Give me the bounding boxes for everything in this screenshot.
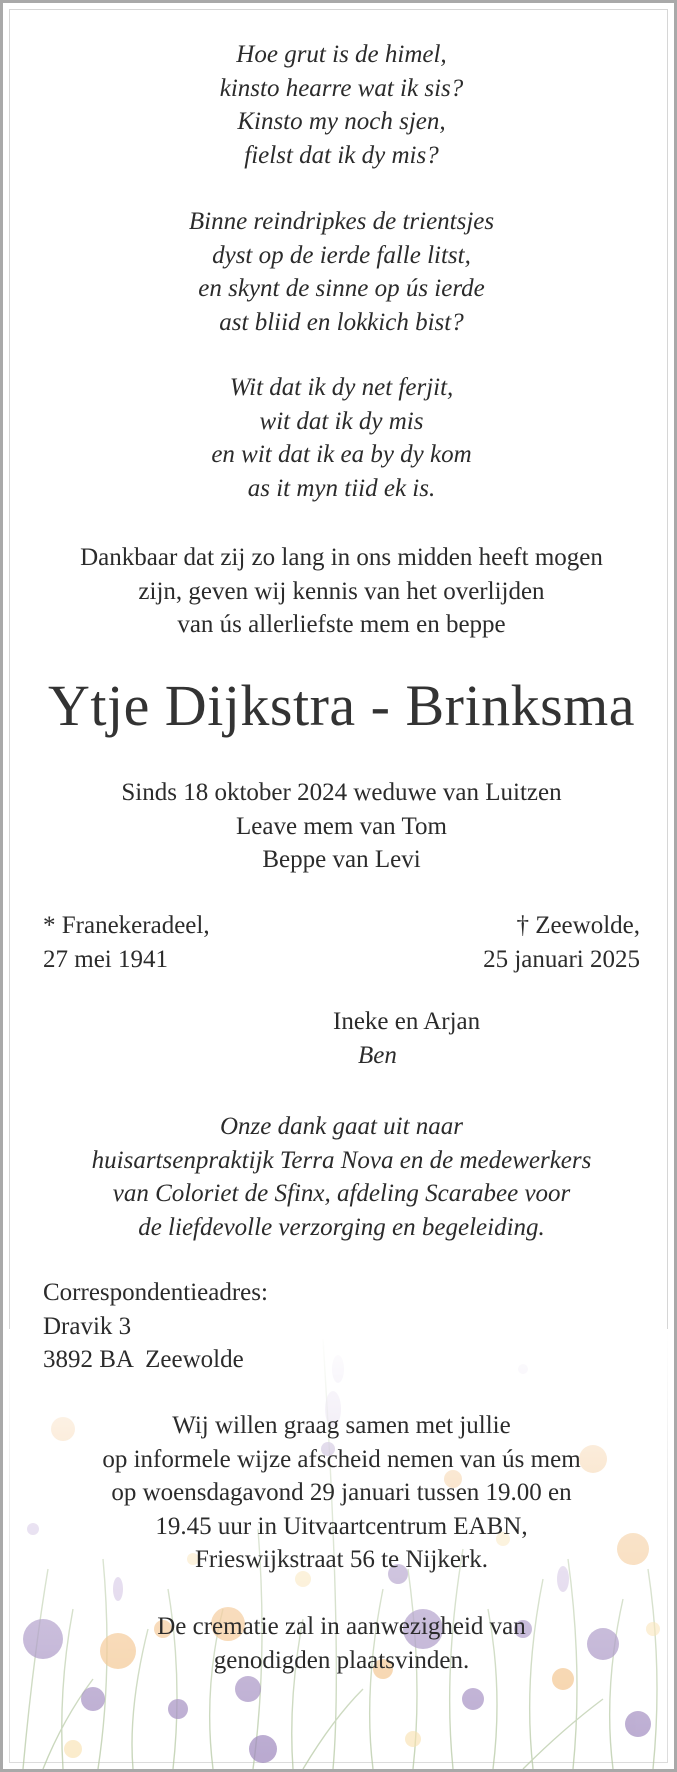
announcement-intro [33, 541, 650, 642]
poem-line: Wit dat ik dy net ferjit, [229, 374, 454, 401]
poem-line: wit dat ik dy mis [259, 407, 424, 435]
birth-place: * Franekeradeel, [43, 912, 210, 939]
birth-info [43, 909, 210, 976]
farewell-line: op informele wijze afscheid nemen van ús mem [102, 1445, 581, 1473]
thanks-line: huisartsenpraktijk Terra Nova en de medewerkers [91, 1146, 592, 1174]
poem-line: fielst dat ik dy mis? [244, 141, 439, 169]
relations [33, 776, 650, 877]
farewell-line: op woensdagavond 29 januari tussen 19.00 en [111, 1479, 572, 1506]
family-line-2: Ben [358, 1041, 397, 1069]
address-label: Correspondentieadres: [43, 1279, 268, 1306]
poem-line: Kinsto my noch sjen, [237, 108, 446, 135]
poem-line: kinsto hearre wat ik sis? [219, 74, 464, 102]
intro-line: van ús allerliefste mem en beppe [177, 611, 506, 638]
poem-stanza-2 [33, 205, 650, 339]
poem-line: as it myn tiid ek is. [247, 474, 436, 502]
death-info [483, 909, 640, 976]
poem-line: Binne reindripkes de trientsjes [188, 208, 495, 235]
death-place: † Zeewolde, [516, 912, 640, 939]
thanks-message [33, 1110, 650, 1244]
thanks-line: Onze dank gaat uit naar [219, 1113, 464, 1140]
intro-line: Dankbaar dat zij zo lang in ons midden heeft mogen [80, 544, 603, 571]
poem-line: Hoe grut is de himel, [236, 41, 447, 68]
cremation-line: De crematie zal in aanwezigheid van [157, 1613, 526, 1640]
poem-line: dyst op de ierde falle litst, [212, 241, 471, 269]
thanks-line: van Coloriet de Sfinx, afdeling Scarabee voor [112, 1180, 571, 1207]
cremation-notice [33, 1610, 650, 1677]
address-city: 3892 BA Zeewolde [43, 1346, 244, 1373]
intro-line: zijn, geven wij kennis van het overlijden [138, 577, 545, 605]
death-date: 25 januari 2025 [483, 945, 640, 973]
birth-date: 27 mei 1941 [43, 945, 168, 973]
poem-line: en wit dat ik ea by dy kom [211, 441, 472, 468]
relation-line: Leave mem van Tom [236, 812, 447, 840]
poem-line: en skynt de sinne op ús ierde [198, 275, 485, 302]
farewell-message [33, 1409, 650, 1577]
address-street: Dravik 3 [43, 1312, 132, 1340]
farewell-line: 19.45 uur in Uitvaartcentrum EABN, [155, 1512, 528, 1540]
deceased-name: Ytje Dijkstra - Brinksma [47, 673, 636, 738]
relation-line: Beppe van Levi [262, 846, 421, 873]
poem-stanza-3 [33, 371, 650, 505]
family-line-1: Ineke en Arjan [333, 1008, 481, 1035]
cremation-line: genodigden plaatsvinden. [213, 1646, 470, 1674]
thanks-line: de liefdevolle verzorging en begeleiding. [138, 1213, 545, 1241]
poem-line: ast bliid en lokkich bist? [219, 308, 464, 336]
family-names [333, 1005, 480, 1072]
poem-stanza-1 [33, 38, 650, 172]
correspondence-address [43, 1276, 268, 1377]
relation-line: Sinds 18 oktober 2024 weduwe van Luitzen [121, 779, 562, 806]
farewell-line: Frieswijkstraat 56 te Nijkerk. [195, 1546, 488, 1573]
farewell-line: Wij willen graag samen met jullie [172, 1412, 511, 1439]
